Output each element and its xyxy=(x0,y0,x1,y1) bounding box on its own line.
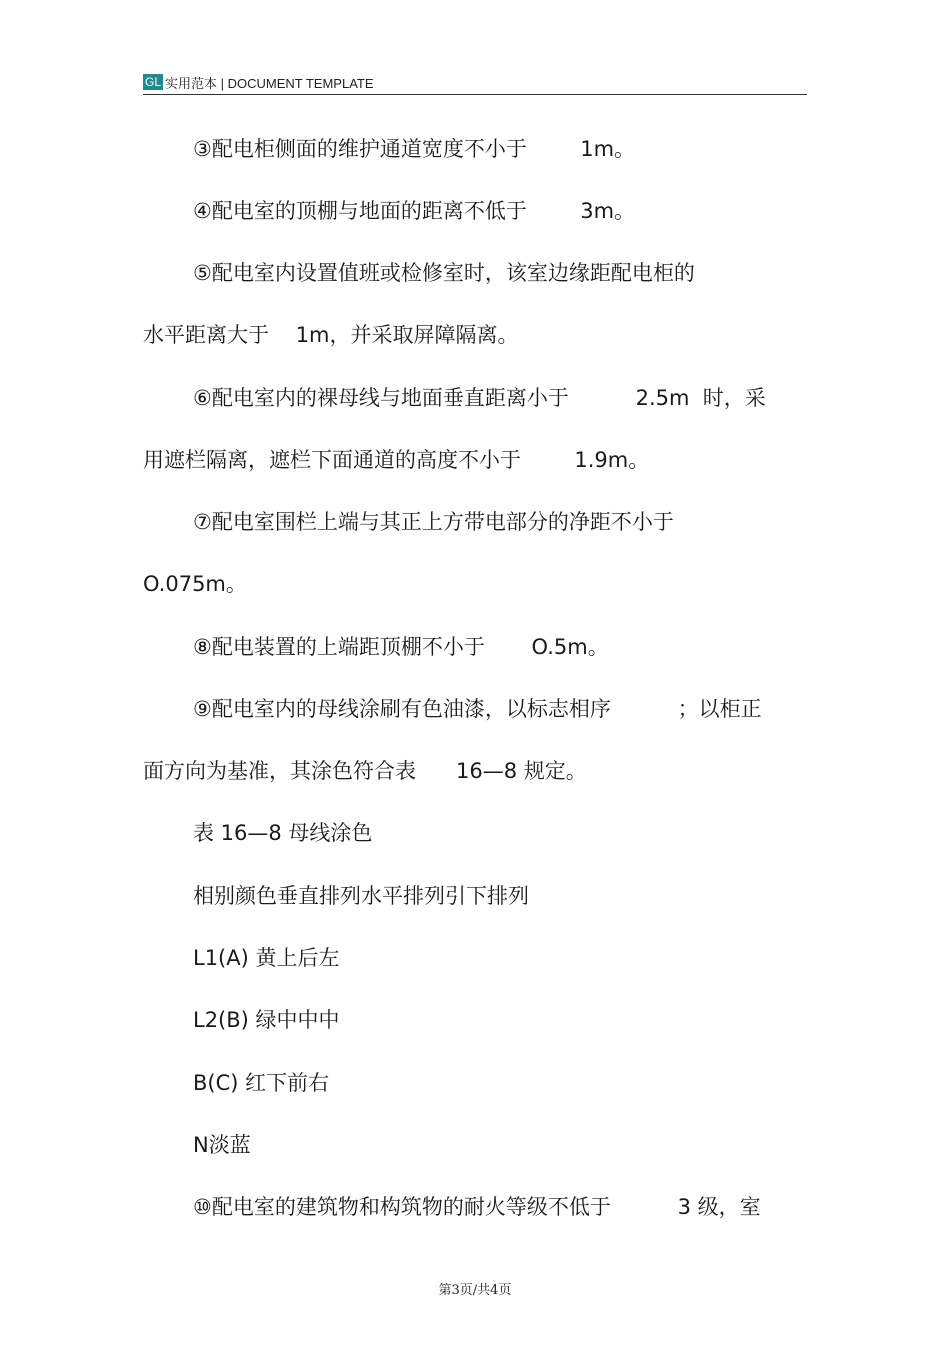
table-caption: 表 16—8 母线涂色 xyxy=(193,821,373,845)
paragraph-line: 用遮栏隔离，遮栏下面通道的高度不小于 1.9m。 xyxy=(143,448,650,472)
table-header-line: 相别颜色垂直排列水平排列引下排列 xyxy=(193,884,529,908)
paragraph-line: 面方向为基准，其涂色符合表 16—8 规定。 xyxy=(143,759,587,783)
table-row-line: N淡蓝 xyxy=(193,1133,251,1157)
paragraph-line: ⑦配电室围栏上端与其正上方带电部分的净距不小于 xyxy=(193,510,674,534)
paragraph-line: ⑨配电室内的母线涂刷有色油漆，以标志相序 ；以柜正 xyxy=(193,697,762,721)
page-number: 第3页/共4页 xyxy=(438,1283,512,1298)
logo-badge: GL xyxy=(145,75,162,89)
paragraph-line: ⑩配电室的建筑物和构筑物的耐火等级不低于 3 级，室 xyxy=(193,1195,761,1219)
paragraph-line: ③配电柜侧面的维护通道宽度不小于 1m。 xyxy=(193,137,636,161)
table-row-line: L1(A) 黄上后左 xyxy=(193,946,340,970)
table-row-line: L2(B) 绿中中中 xyxy=(193,1008,340,1032)
paragraph-line: ⑧配电装置的上端距顶棚不小于 O.5m。 xyxy=(193,635,609,659)
paragraph-line: ④配电室的顶棚与地面的距离不低于 3m。 xyxy=(193,199,636,223)
header-title: 实用范本 | DOCUMENT TEMPLATE xyxy=(165,75,374,91)
paragraph-line: ⑤配电室内设置值班或检修室时，该室边缘距配电柜的 xyxy=(193,261,695,285)
table-row-line: B(C) 红下前右 xyxy=(193,1071,330,1095)
paragraph-line: 水平距离大于 1m，并采取屏障隔离。 xyxy=(143,323,519,347)
paragraph-line: ⑥配电室内的裸母线与地面垂直距离小于 2.5m 时，采 xyxy=(193,386,766,410)
page-header xyxy=(143,70,807,95)
paragraph-line: O.075m。 xyxy=(143,572,247,596)
